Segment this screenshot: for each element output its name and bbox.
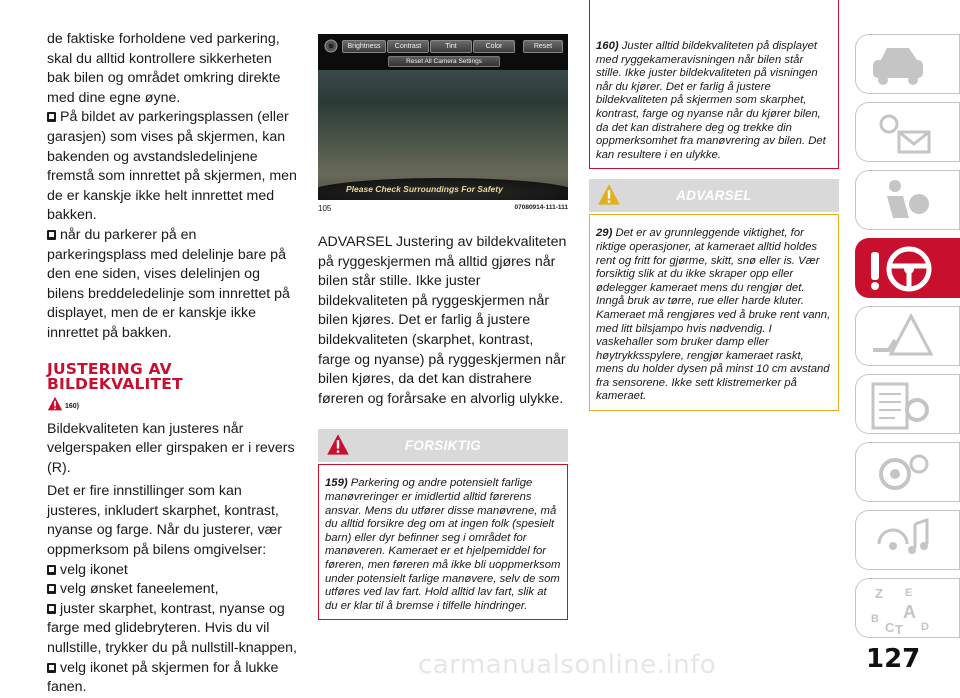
caution-header: FORSIKTIG [318, 429, 568, 462]
paragraph: Det er fire innstillinger som kan justeres, inkludert skarphet, kontrast, nyanse og farge. Når du justerer, vær oppmerksom på bilens omgivelser: [47, 483, 283, 559]
checkbox-bullet-icon [47, 663, 56, 673]
index-letter: B [871, 613, 879, 625]
maintenance-icon [865, 378, 937, 432]
index-letter: Z [875, 586, 883, 601]
index-letter: C [885, 620, 895, 635]
reset-button: Reset [523, 40, 563, 53]
brightness-tab: Brightness [342, 40, 386, 53]
safety-overlay: Please Check Surroundings For Safety [346, 184, 503, 194]
tab-car[interactable] [855, 32, 960, 96]
breakdown-icon [865, 310, 937, 364]
camera-view [318, 70, 568, 200]
intro-text: de faktiske forholdene ved parkering, skal du alltid kontrollere sikkerheten bak bilen og området omkring direkte med dine egne øyne. [47, 31, 281, 106]
reset-all-button: Reset All Camera Settings [388, 56, 500, 67]
multimedia-icon [865, 514, 937, 568]
caution-box: 159) Parkering og andre potensielt farlige manøvreringer er imidlertid alltid førerens ansvar. Mens du utfører disse manøvrene, må du alltid forsikre deg om at ingen folk (spesielt barn) eller dyr befinner seg i området for manøveren. Kameraet er et hjelpemiddel for føreren, men føreren må ikke bli uoppmerksom under potensielt farlige manøvere, selv de som utføres ved lav fart. Hold alltid lav fart, slik at du er klar til å bremse i tilfelle hindringer. [318, 464, 568, 620]
checkbox-bullet-icon [47, 604, 56, 614]
airbag-icon [865, 174, 937, 228]
warning-paragraph: ADVARSEL Justering av bildekvaliteten på ryggeskjermen må alltid gjøres når bilen står stille. Ikke juster bildekvaliteten på ryggeskjermen når bilen kjøres. Det er farlig å justere bildekvaliteten (skarphet, kontrast, farge og nyanse) på ryggeskjermen når bilen kjøres, da det kan distrahere føreren og forårsake en alvorlig ulykke. [318, 234, 567, 407]
chapter-tabs [855, 32, 960, 644]
tab-safety[interactable] [855, 168, 960, 232]
step-item: velg ikonet på skjermen for å lukke fanen. [47, 659, 279, 696]
index-letter: T [895, 622, 903, 636]
index-letter: D [921, 621, 929, 633]
tab-index[interactable] [855, 576, 960, 640]
tab-starting-driving[interactable] [855, 236, 960, 300]
tab-multimedia[interactable] [855, 508, 960, 572]
note-29-box: 29) Det er av grunnleggende viktighet, for riktige operasjoner, at kameraet alltid holdes rent og fritt for gjørme, skitt, snø eller is. Vær forsiktig slik at du ikke skraper opp eller ødelegger kameraet mens du rengjør det. Inngå bruk av tørre, rue eller harde kluter. Kameraet må rengjøres ved å bruke rent vann, med litt bilsjampo hvis nødvendig. I vaskehaller som bruker damp eller høytrykksspylere, rengjør kameraet raskt, mens du holder dysen på minst 10 cm avstand fra sensorene. Ikke sett klistremerker på kameraet. [589, 214, 839, 411]
index-letter: A [903, 602, 916, 622]
car-icon [865, 38, 937, 92]
specs-icon [865, 446, 937, 500]
column-left [47, 30, 297, 698]
checkbox-bullet-icon [47, 230, 56, 240]
step-item: velg ønsket faneelement, [47, 580, 297, 600]
column-right [589, 0, 839, 411]
index-icon [865, 582, 937, 636]
index-letter: E [905, 587, 913, 599]
column-middle [318, 0, 568, 620]
checkbox-bullet-icon [47, 112, 56, 122]
step-item: juster skarphet, kontrast, nyanse og farge med glidebryteren. Hvis du vil nullstille, trykker du på nullstill-knappen, [47, 600, 297, 657]
tab-specs[interactable] [855, 440, 960, 504]
section-heading: JUSTERING AV BILDEKVALITET [47, 359, 183, 393]
tint-tab: Tint [430, 40, 472, 53]
camera-settings-icon [324, 39, 338, 53]
warning-triangle-icon [597, 183, 621, 207]
settings-toolbar [318, 34, 568, 70]
color-tab: Color [473, 40, 515, 53]
step-item: velg ikonet [47, 561, 297, 581]
figure-caption: 105 07080914-111-111 [318, 204, 568, 213]
tab-warning-lights[interactable] [855, 100, 960, 164]
page-number: 127 [866, 644, 921, 674]
checkbox-bullet-icon [47, 584, 56, 594]
note-160-box: 160) Juster alltid bildekvaliteten på displayet med ryggekameravisningen når bilen står stille. Ikke juster bildekvaliteten på visningen når du kjører. Det er farlig å justere bildekvaliteten på skjermen som skarphet, kontrast, farge og nyanse når du kjører bilen, da det kan distrahere deg og trekke din oppmerksomhet fra manøvrering av bilen. Det kan resultere i en ulykke. [589, 0, 839, 169]
warning-lights-icon [865, 106, 937, 160]
warning-triangle-icon [47, 396, 63, 412]
bullet-text: På bildet av parkeringsplassen (eller garasjen) som vises på skjermen, kan bakenden og avstandsledelinjene fremstå som innrettet på skjermen, men de er kanskje ikke helt innrettet med bakken. [47, 109, 297, 224]
paragraph: Bildekvaliteten kan justeres når velgerspaken eller girspaken er i revers (R). [47, 420, 295, 476]
steering-wheel-icon [865, 242, 937, 296]
watermark: carmanualsonline.info [418, 650, 717, 680]
warning-triangle-icon [326, 433, 350, 457]
bullet-item [47, 226, 297, 344]
bullet-text: når du parkerer på en parkeringsplass med delelinje bare på den ene siden, vises delelinjen og bilens breddeledelinje som innrettet på displayet, men de er kanskje ikke innrettet på bakken. [47, 226, 290, 341]
tab-emergency[interactable] [855, 304, 960, 368]
checkbox-bullet-icon [47, 565, 56, 575]
warning-header: ADVARSEL [589, 179, 839, 212]
warning-reference: 160) [47, 396, 297, 416]
tab-maintenance[interactable] [855, 372, 960, 436]
bullet-item [47, 108, 297, 226]
contrast-tab: Contrast [387, 40, 429, 53]
camera-screen-figure [318, 34, 568, 200]
